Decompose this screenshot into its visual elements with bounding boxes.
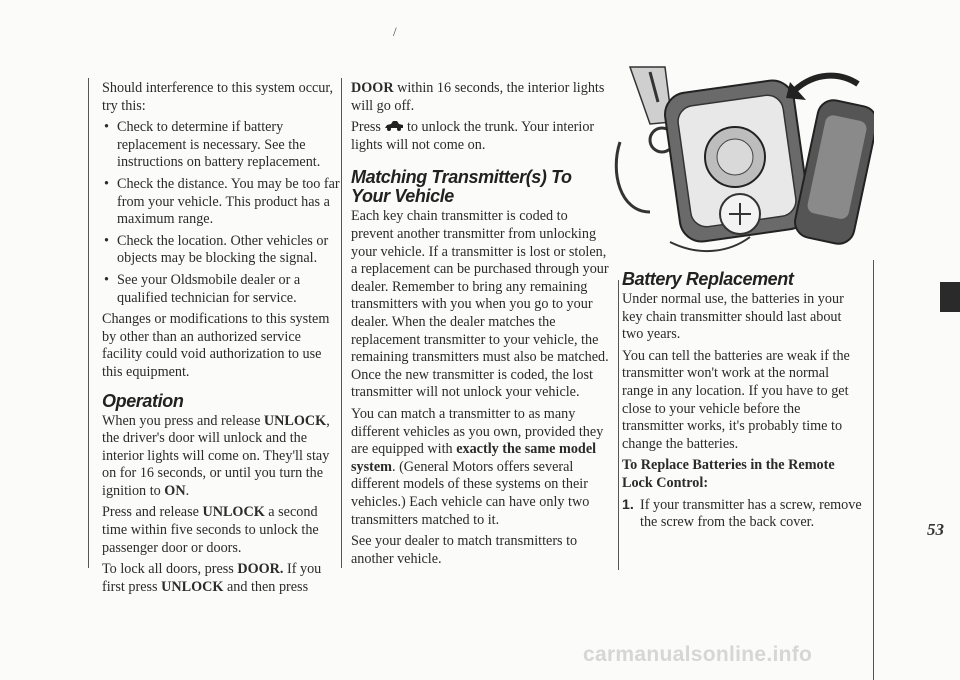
left-rule: [88, 78, 89, 568]
replace-subheading: To Replace Batteries in the Remote Lock Control:: [622, 457, 835, 491]
operation-paragraph-3: To lock all doors, press DOOR. If you first press UNLOCK and then press: [102, 561, 322, 595]
page-number: 53: [927, 520, 944, 539]
matching-heading: Matching Transmitter(s) To Your Vehicle: [351, 167, 572, 207]
battery-paragraph-2: You can tell the batteries are weak if the transmitter won't work at the normal range in any location. If you have to get close to your vehicle before the transmitter works, it's probably time to change the batteries.: [622, 347, 850, 452]
operation-paragraph-1: When you press and release UNLOCK, the driver's door will unlock and the interior lights will come on. They'll stay on for 16 seconds, or until you turn the ignition to ON.: [102, 412, 330, 499]
transmitter-illustration: [610, 62, 874, 260]
door-paragraph: DOOR within 16 seconds, the interior lights will go off.: [351, 80, 605, 114]
section-tab: [940, 282, 960, 312]
matching-paragraph-1: Each key chain transmitter is coded to prevent another transmitter from unlocking your vehicle. If a transmitter is lost or stolen, a replacement can be purchased through your dealer. Remember to bring any remaining transmitters with you when you go to your dealer. When the dealer matches the replacement transmitter to your vehicle, the remaining transmitters must also be matched. Once the new transmitter is coded, the lost transmitter will not unlock your vehicle.: [351, 208, 609, 401]
operation-paragraph-2: Press and release UNLOCK a second time within five seconds to unlock the passenger door or doors.: [102, 504, 319, 556]
middle-rule: [341, 78, 342, 568]
trunk-paragraph: Press to unlock the trunk. Your interior lights will not come on.: [351, 119, 595, 153]
column-2: [351, 80, 609, 572]
column-1: [102, 80, 340, 600]
operation-heading: Operation: [102, 390, 184, 411]
trunk-release-icon: [384, 119, 404, 137]
right-rule: [618, 280, 619, 570]
list-item: • Check the location. Other vehicles or objects may be blocking the signal.: [102, 233, 340, 268]
troubleshoot-list: [102, 119, 340, 307]
changes-warning: Changes or modifications to this system by other than an authorized service facility could void authorization to use this equipment.: [102, 311, 330, 380]
intro-text: Should interference to this system occur, try this:: [102, 80, 334, 114]
list-item: • Check to determine if battery replacement is necessary. See the instructions on battery replacement.: [102, 119, 340, 172]
battery-paragraph-1: Under normal use, the batteries in your key chain transmitter should last about two years.: [622, 291, 844, 343]
list-item: • See your Oldsmobile dealer or a qualified technician for service.: [102, 272, 340, 307]
battery-heading: Battery Replacement: [622, 269, 794, 289]
watermark: carmanualsonline.info: [583, 643, 813, 666]
column-3: [622, 270, 862, 536]
matching-paragraph-3: See your dealer to match transmitters to another vehicle.: [351, 533, 578, 567]
step-1: 1. If your transmitter has a screw, remove the screw from the back cover.: [622, 496, 862, 531]
list-item: • Check the distance. You may be too far from your vehicle. This product has a maximum range.: [102, 176, 340, 229]
matching-paragraph-2: You can match a transmitter to as many different vehicles as you own, provided they are equipped with exactly the same model system. (General Motors offers several different models of these systems on their vehicles.) Each vehicle can have only two transmitters matched to it.: [351, 405, 604, 528]
top-mark: /: [393, 24, 397, 39]
